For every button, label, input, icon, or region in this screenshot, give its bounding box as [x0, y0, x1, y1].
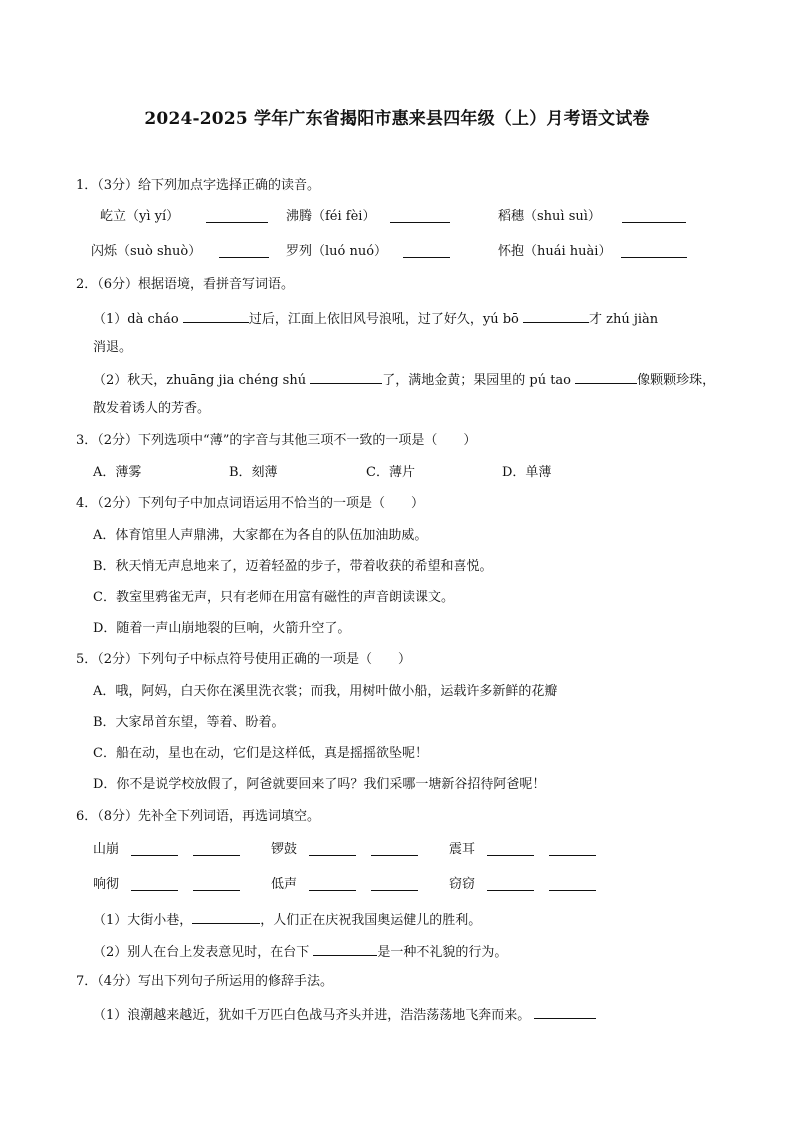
page-title: 2024-2025 学年广东省揭阳市惠来县四年级（上）月考语文试卷 — [144, 109, 650, 129]
q2-s1-pinyin-1: （1）dà cháo — [93, 312, 183, 327]
q1-item-6 — [498, 243, 611, 261]
q2-s1-text-1: 过后，江面上依旧风号浪吼，过了好久，yú bō — [248, 312, 523, 327]
q5-option-d[interactable]: D．你不是说学校放假了，阿爸就要回来了吗？我们采哪一塘新谷招待阿爸呢！ — [93, 777, 546, 792]
q4-option-a[interactable]: A．体育馆里人声鼎沸，大家都在为各自的队伍加油助威。 — [93, 528, 428, 543]
q2-sentence-1-cont: 消退。 — [93, 340, 133, 355]
q6-word-1: 山崩 — [93, 842, 120, 857]
q6-blank-4b[interactable] — [193, 876, 240, 891]
q1-item-1 — [100, 208, 179, 226]
q6-blank-1a[interactable] — [131, 841, 178, 856]
q1-item-3 — [498, 208, 601, 226]
q6-blank-4a[interactable] — [131, 876, 178, 891]
q2-sentence-2 — [93, 369, 715, 390]
q2-blank-2[interactable] — [523, 308, 589, 323]
q1-item-3-word: 稻穗（shuì suì） — [498, 209, 601, 224]
q2-s2-text-2: 像颗颗珍珠， — [637, 373, 716, 388]
q5-option-c[interactable]: C．船在动，星也在动，它们是这样低，真是摇摇欲坠呢！ — [93, 746, 428, 761]
q7-stem: 7．（4分）写出下列句子所运用的修辞手法。 — [76, 974, 334, 989]
q3-option-b[interactable]: B．刻薄 — [229, 465, 278, 480]
q6-blank-3b[interactable] — [549, 841, 596, 856]
q1-item-5 — [286, 243, 387, 261]
q6-word-6: 窃窃 — [449, 877, 476, 892]
q7-blank-1[interactable] — [534, 1004, 596, 1019]
q6-s2-text-1: （2）别人在台上发表意见时，在台下 — [93, 945, 314, 960]
q2-s2-text-1: 了，满地金黄；果园里的 pú tao — [382, 373, 576, 388]
q1-item-1-word: 屹立（yì yí） — [100, 209, 180, 224]
q1-blank-3[interactable] — [622, 208, 686, 223]
q2-blank-4[interactable] — [575, 369, 637, 384]
q1-blank-1[interactable] — [206, 208, 268, 223]
q2-blank-3[interactable] — [310, 369, 382, 384]
q1-item-6-word: 怀抱（huái huài） — [498, 244, 612, 259]
q1-item-2-word: 沸腾（féi fèi） — [286, 209, 376, 224]
q1-blank-6[interactable] — [621, 243, 687, 258]
q6-blank-5a[interactable] — [309, 876, 356, 891]
q6-blank-1b[interactable] — [193, 841, 240, 856]
q3-option-d[interactable]: D．单薄 — [502, 465, 552, 480]
q6-blank-2b[interactable] — [371, 841, 418, 856]
q4-option-b[interactable]: B．秋天悄无声息地来了，迈着轻盈的步子，带着收获的希望和喜悦。 — [93, 559, 493, 574]
q6-word-3: 震耳 — [449, 842, 476, 857]
q4-stem: 4．（2分）下列句子中加点词语运用不恰当的一项是（ ） — [76, 496, 425, 511]
q2-s1-text-2: 才 zhú jiàn — [588, 312, 659, 327]
q1-blank-2[interactable] — [390, 208, 450, 223]
q5-stem: 5．（2分）下列句子中标点符号使用正确的一项是（ ） — [76, 652, 412, 667]
q1-blank-5[interactable] — [403, 243, 450, 258]
q5-option-b[interactable]: B．大家昂首东望，等着、盼着。 — [93, 715, 285, 730]
q2-stem: 2．（6分）根据语境，看拼音写词语。 — [76, 277, 295, 292]
q6-blank-6b[interactable] — [549, 876, 596, 891]
q6-fill-1[interactable] — [192, 909, 260, 924]
q4-option-d[interactable]: D．随着一声山崩地裂的巨响，火箭升空了。 — [93, 621, 351, 636]
q2-sentence-2-cont: 散发着诱人的芳香。 — [93, 401, 211, 416]
q6-stem: 6．（8分）先补全下列词语，再选词填空。 — [76, 809, 321, 824]
q6-blank-3a[interactable] — [487, 841, 534, 856]
q2-s2-pinyin-1: （2）秋天，zhuāng jia chéng shú — [93, 373, 311, 388]
q3-option-c[interactable]: C．薄片 — [366, 465, 415, 480]
q3-stem: 3．（2分）下列选项中“薄”的字音与其他三项不一致的一项是（ ） — [76, 433, 477, 448]
q2-blank-1[interactable] — [183, 308, 249, 323]
q3-option-a[interactable]: A．薄雾 — [93, 465, 142, 480]
q6-word-2: 锣鼓 — [271, 842, 298, 857]
q6-s1-text-1: （1）大街小巷， — [93, 913, 193, 928]
q6-word-4: 响彻 — [93, 877, 120, 892]
q1-item-4 — [91, 243, 201, 261]
q6-s2-text-2: 是一种不礼貌的行为。 — [377, 945, 508, 960]
q6-word-5: 低声 — [271, 877, 298, 892]
q1-blank-4[interactable] — [219, 243, 269, 258]
q6-sentence-1 — [93, 909, 481, 930]
q7-sentence-1 — [93, 1004, 596, 1025]
q6-sentence-2 — [93, 941, 507, 962]
q1-stem: 1．（3分）给下列加点字选择正确的读音。 — [76, 178, 321, 193]
q6-blank-5b[interactable] — [371, 876, 418, 891]
q1-item-5-word: 罗列（luó nuó） — [286, 244, 388, 259]
q6-blank-6a[interactable] — [487, 876, 534, 891]
q6-s1-text-2: ，人们正在庆祝我国奥运健儿的胜利。 — [260, 913, 482, 928]
q1-item-4-word: 闪烁（suò shuò） — [91, 244, 202, 259]
q1-item-2 — [286, 208, 375, 226]
q6-fill-2[interactable] — [313, 941, 377, 956]
q6-blank-2a[interactable] — [309, 841, 356, 856]
q4-option-c[interactable]: C．教室里鸦雀无声，只有老师在用富有磁性的声音朗读课文。 — [93, 590, 454, 605]
q2-sentence-1 — [93, 308, 658, 329]
q5-option-a[interactable]: A．哦，阿妈，白天你在溪里洗衣裳；而我，用树叶做小船，运载许多新鲜的花瓣 — [93, 684, 558, 699]
q7-s1-text: （1）浪潮越来越近，犹如千万匹白色战马齐头并进，浩浩荡荡地飞奔而来。 — [93, 1008, 535, 1023]
